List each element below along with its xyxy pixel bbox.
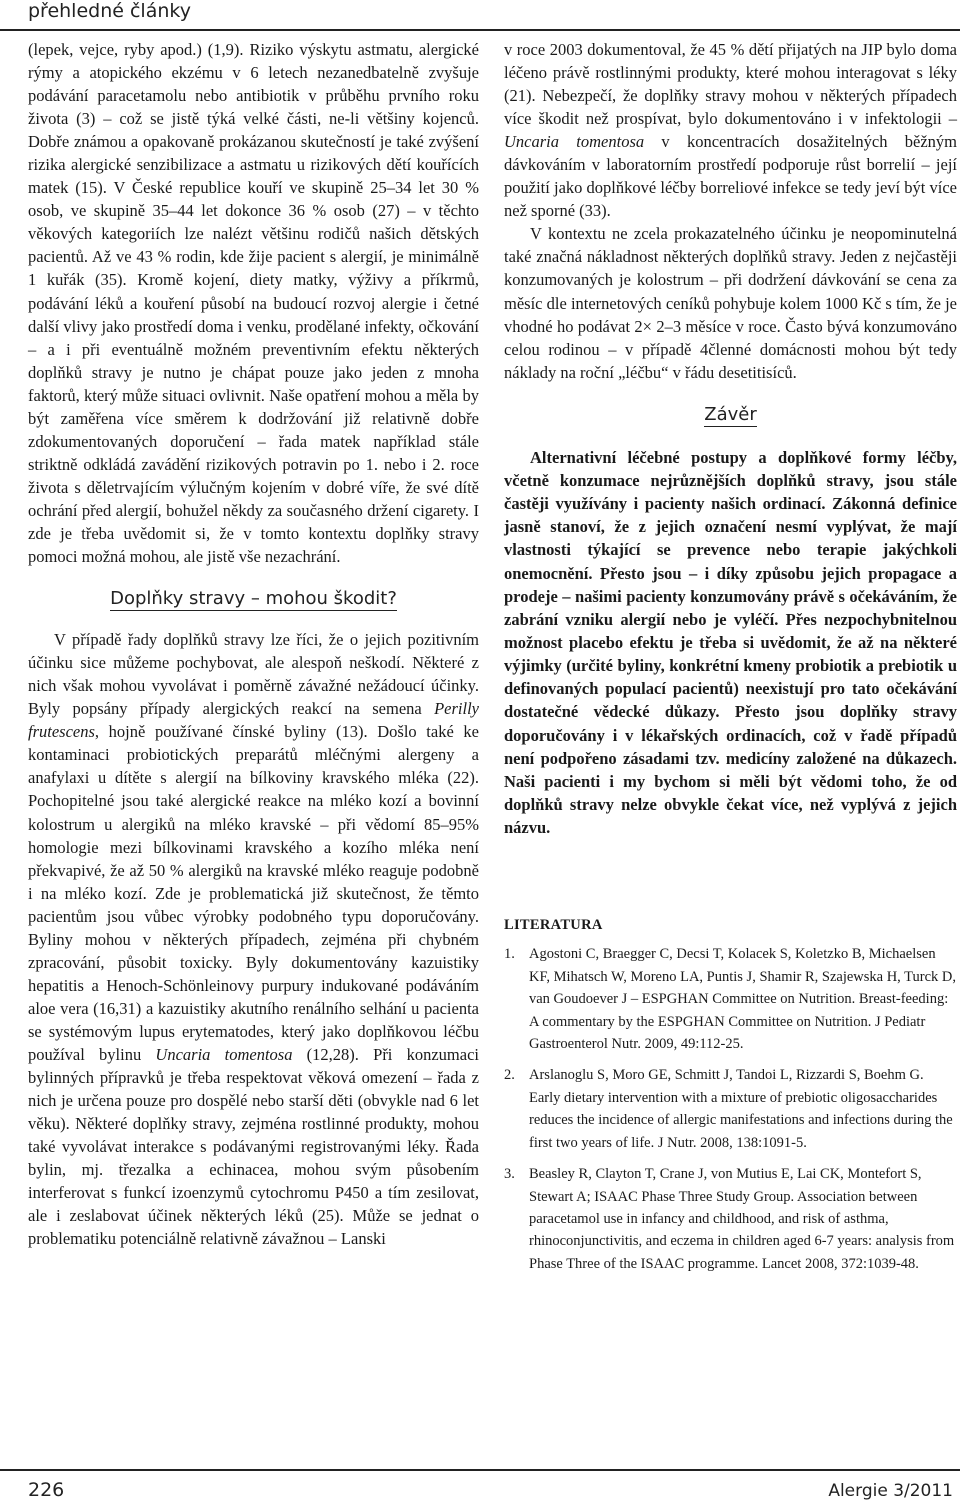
conclusion-text: Alternativní léčebné postupy a doplňkové formy léčby, včetně konzumace nejrůznějších doplňků stravy, jsou stále častěji využívány i pacienty našich ordinací. Zákonná definice jasně stanoví, že z jejich označení nesmí vyplývat, že mají vlastnosti týkající se prevence nebo terapie jakýchkoli onemocnění. Přesto jsou – i díky způsobu jejich propagace a prodeje – našimi pacienty konzumovány právě s očekáváním, že zabrání vzniku alergií nebo je vyléčí. Přes nezpochybnitelnou možnost placebo efektu je třeba si uvědomit, že až na některé výjimky (určité byliny, konkrétní kmeny probiotik a prebiotik u definovaných populací pacientů) neexistují pro tato očekávání dostatečné vědecké důkazy. Přesto jsou doplňky stravy doporučovány i v lékařských ordinacích, což v řadě případů není podpořeno zásadami tzv. medicíny založené na důkazech. Naši pacienti i my bychom si měli být vědomi toho, že od doplňků stravy nelze obvykle čekat více, než vyplývá z jejich názvu. [504,447,957,838]
reference-text: Agostoni C, Braegger C, Decsi T, Kolacek S, Koletzko B, Michaelsen KF, Mihatsch W, Moreno LA, Puntis J, Shamir R, Szajewska H, Turck D, van Goudoever J – ESPGHAN Committee on Nutrition. Breast-feeding: A commentary by the ESPGHAN Committee on Nutrition. J Pediatr Gastroenterol Nutr. 2009, 49:112-25. [529,946,956,1053]
reference-item [504,943,957,1055]
paragraph-costs: V kontextu ne zcela prokazatelného účinku je neopominutelná také značná nákladnost některých doplňků stravy. Jeden z nejčastěji konzumovaných je kolostrum – při dodržení dávkování se cena za měsíc dle internetových ceníků pohybuje kolem 1000 Kč s tím, že je vhodné ho podávat 2× 2–3 měsíce v roce. Často bývá konzumováno celou rodinou – v případě 4členné domácnosti mohou být tedy náklady na roční „léčbu“ v řádu desetitisíců. [504,224,957,382]
literature-heading: LITERATURA [504,917,603,934]
reference-number: 1. [504,946,515,963]
paragraph-continued [504,38,957,222]
reference-number: 3. [504,1166,515,1183]
section-heading-text: Závěr [704,403,757,425]
spacer [504,839,957,914]
page-number: 226 [28,1479,65,1501]
reference-list [504,943,957,1275]
italic-term: Perilly frutescens [28,699,479,742]
text-run: , hojně používané čínské byliny (13). Došlo také ke kontaminaci probiotických preparátů mléčnými alergeny a anafylaxi u dítěte s alergií na bílkoviny kravského mléka (22). Pochopitelné jsou také alergické reakce na mléko kozí a bovinní kolostrum u alergiků na mléko kravské – při vědomí 85–95% homologie mezi bílkovinami kravského a kozího mléka není překvapivé, že až 50 % alergiků na kravské mléko reaguje podobně i na mléko kozí. Zde je problematická již skutečnost, že těmto pacientům jsou vůbec výrobky podobného typu doporučovány. Byliny mohou v některých případech, zejména při chybném zpracování, působit toxicky. Byly dokumentovány kazuistiky hepatitis a Henoch-Schönleinovy purpury indukované podáváním aloe vera (16,31) a kazuistiky akutního renálního selhání u pacienta se systémovým lupus erytematodes, který jako doplňkovou léčbu používal bylinu [28,722,479,1064]
right-column [504,38,957,1284]
text-run: v roce 2003 dokumentoval, že 45 % dětí přijatých na JIP bylo doma léčeno právě rostlinnými produkty, které mohou interagovat s léky (21). Nebezpečí, že doplňky stravy mohou v některých případech více škodit než prospívat, bylo dokumentováno i v infektologii – [504,40,957,129]
paragraph-supplements [28,628,479,1250]
italic-term: Uncaria tomentosa [504,132,645,152]
reference-item [504,1163,957,1275]
journal-issue: Alergie 3/2011 [828,1481,953,1501]
section-label: přehledné články [28,0,191,22]
header-rule [0,29,960,31]
italic-term: Uncaria tomentosa [155,1044,293,1064]
text-run: (12,28). Při konzumaci bylinných přípravků je třeba respektovat věková omezení – řada z nich je určena pouze pro dospělé nebo starší děti (obvykle nad 6 let věku). Některé doplňky stravy, zejména rostlinné produkty, mohou také vyvolávat interakce s podávanými registrovanými léky. Řada bylin, mj. třezalka a echinacea, mohou svým působením interferovat s funkcí izoenzymů cytochromu P450 a tím zesilovat, ale i zeslabovat účinek některých léků (25). Může se jednat o problematiku potenciálně relativně závažnou – Lanski [28,1044,480,1249]
section-heading-conclusion [504,403,957,426]
left-column [28,38,479,1250]
paragraph-intro: (lepek, vejce, ryby apod.) (1,9). Riziko výskytu astmatu, alergické rýmy a atopického ekzému v 6 letech nezanedbatelně zvyšuje podávání paracetamolu nebo antibiotik v průběhu prvního roku života (3) – což se jistě týká velké části, ne-li většiny kojenců. Dobře známou a opakovaně prokázanou skutečností je také zvýšení rizika alergické senzibilizace a astmatu u rizikových dětí kouřících matek (15). V České republice kouří ve skupině 25–34 let 30 % osob, ve skupině 35–44 let dokonce 36 % osob (27) – v těchto věkových kategoriích lze nalézt většinu rodičů našich dětských pacientů. Až ve 43 % rodin, kde žije pacient s alergií, je minimálně 1 kuřák (35). Kromě kojení, diety matky, výživy a příkrmů, podávání léků a kouření působí na budoucí rozvoj alergie i četné další vlivy jako prostředí doma i venku, prodělané infekty, očkování – a i při eventuálně možném preventivním efektu některých doplňků stravy je nutno je chápat pouze jako jeden z mnoha faktorů, který může situaci ovlivnit. Naše opatření mohou a měla by být zaměřena více směrem k dodržování již relativně dobře zdokumentovaných doporučení – řada matek například stále striktně odkládá zavádění rizikových potravin po 1. nebo i 2. roce života s děletrvajícím výlučným kojením v dobré víře, že své dítě ochrání před alergií, bohužel někdy za současného držení cigarety. I zde je třeba uvědomit si, že v tomto kontextu doplňky stravy pomoci možná mohou, ale jistě vše nezachrání. [28,40,479,567]
reference-text: Beasley R, Clayton T, Crane J, von Mutius E, Lai CK, Montefort S, Stewart A; ISAAC Phase Three Study Group. Association between paracetamol use in infancy and childhood, and risk of asthma, rhinoconjunctivitis, and eczema in children aged 6-7 years: analysis from Phase Three of the ISAAC programme. Lancet 2008, 372:1039-48. [529,1166,955,1272]
section-heading-supplements [28,587,479,610]
footer-rule [0,1469,960,1471]
reference-text: Arslanoglu S, Moro GE, Schmitt J, Tandoi L, Rizzardi S, Boehm G. Early dietary intervention with a mixture of prebiotic oligosaccharides reduces the incidence of allergic manifestations and infections during the first two years of life. J Nutr. 2008, 138:1091-5. [529,1067,953,1151]
text-run: v koncentracích dosažitelných běžným dávkováním v laboratorním prostředí podporuje růst borrelií – její použití jako doplňkové léčby borreliové infekce se tedy jeví být více než sporné (33). [504,132,958,221]
text-run: V případě řady doplňků stravy lze říci, že o jejich pozitivním účinku sice můžeme pochybovat, ale alespoň neškodí. Některé z nich však mohou vyvolávat i poměrně závažné nežádoucí účinky. Byly popsány případy alergických reakcí na semena [28,630,479,719]
reference-number: 2. [504,1067,515,1084]
section-heading-text: Doplňky stravy – mohou škodit? [110,588,397,610]
reference-item [504,1064,957,1154]
